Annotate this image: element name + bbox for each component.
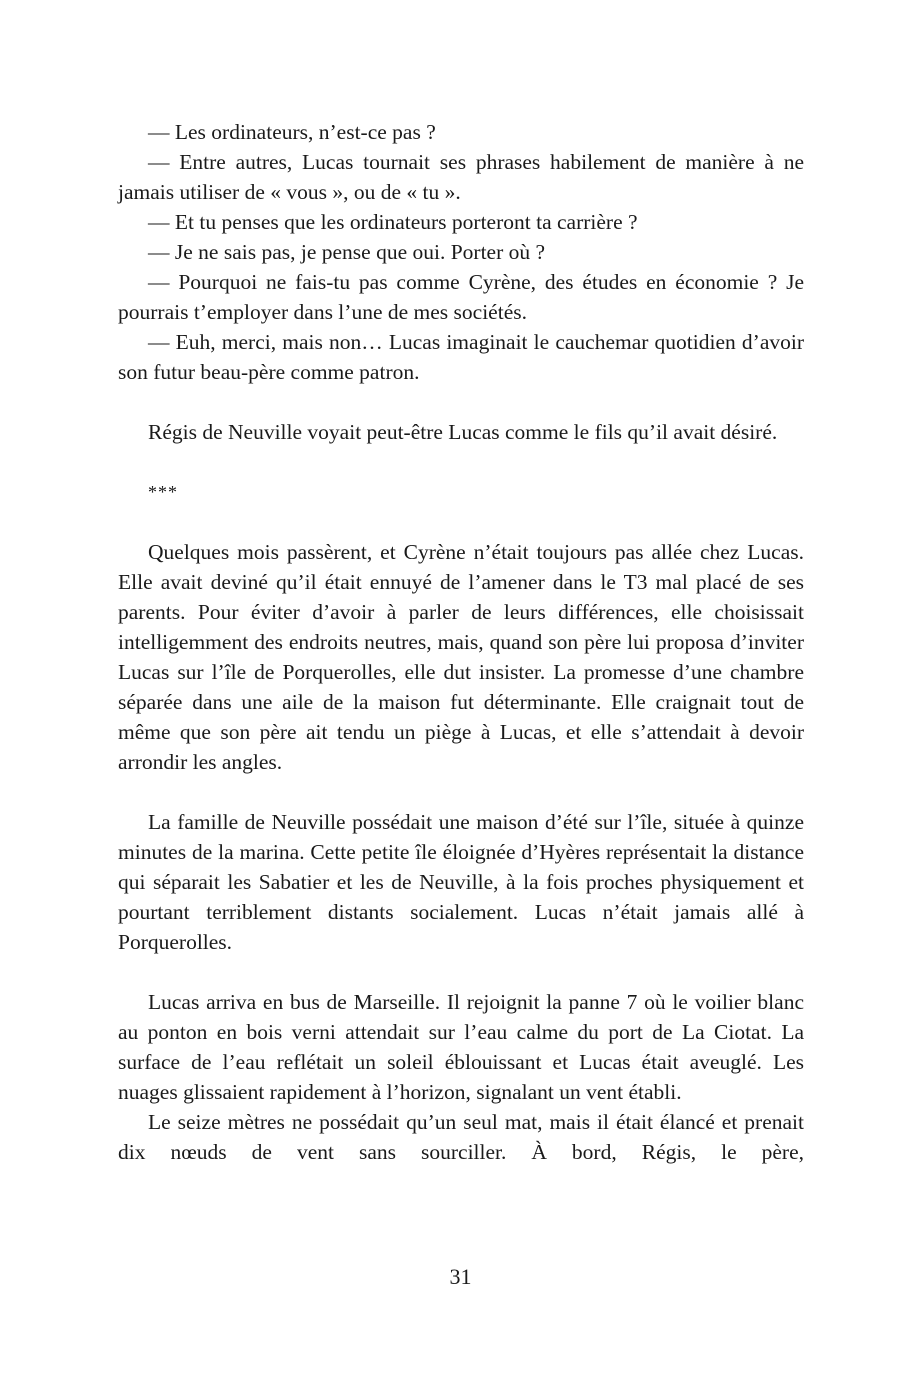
- dialogue-line-1: — Les ordinateurs, n’est-ce pas ?: [148, 120, 436, 144]
- paragraph-gap: [118, 507, 804, 537]
- paragraph-bus: Lucas arriva en bus de Marseille. Il rejoignit la panne 7 où le voilier blanc au ponton en bois verni attendait sur l’eau calme du port de La Ciotat. La surface de l’eau reflétait un soleil éblouissant et Lucas était aveuglé. Les nuages glissaient rapidement à l’horizon, signalant un vent établi.: [118, 990, 804, 1104]
- dialogue-line-6: — Euh, merci, mais non… Lucas imaginait le cauchemar quotidien d’avoir son futur beau-père comme patron.: [118, 330, 804, 384]
- paragraph-regis: Régis de Neuville voyait peut-être Lucas comme le fils qu’il avait désiré.: [148, 420, 778, 444]
- scene-separator: ***: [148, 482, 178, 502]
- paragraph-quelques-mois: Quelques mois passèrent, et Cyrène n’était toujours pas allée chez Lucas. Elle avait deviné qu’il était ennuyé de l’amener dans le T3 mal placé de ses parents. Pour éviter d’avoir à parler de leurs différences, elle choisissait intelligemment des endroits neutres, mais, quand son père lui proposa d’inviter Lucas sur l’île de Porquerolles, elle dut insister. La promesse d’une chambre séparée dans une aile de la maison fut déterminante. Elle craignait tout de même que son père ait tendu un piège à Lucas, et elle s’attendait à devoir arrondir les angles.: [118, 540, 804, 774]
- paragraph-gap: [118, 387, 804, 417]
- dialogue-line-2: — Entre autres, Lucas tournait ses phrases habilement de manière à ne jamais utiliser de « vous », ou de « tu ».: [118, 150, 804, 204]
- paragraph-gap: [118, 957, 804, 987]
- page-number: 31: [449, 1264, 472, 1289]
- paragraph-gap: [118, 447, 804, 477]
- dialogue-line-5: — Pourquoi ne fais-tu pas comme Cyrène, des études en économie ? Je pourrais t’employer dans l’une de mes sociétés.: [118, 270, 804, 324]
- dialogue-line-3: — Et tu penses que les ordinateurs porteront ta carrière ?: [148, 210, 638, 234]
- dialogue-line-4: — Je ne sais pas, je pense que oui. Porter où ?: [148, 240, 546, 264]
- paragraph-gap: [118, 777, 804, 807]
- paragraph-seize-metres: Le seize mètres ne possédait qu’un seul mat, mais il était élancé et prenait dix nœuds de vent sans sourciller. À bord, Régis, le père,: [118, 1110, 804, 1164]
- page-body: [118, 117, 804, 1167]
- paragraph-famille: La famille de Neuville possédait une maison d’été sur l’île, située à quinze minutes de la marina. Cette petite île éloignée d’Hyères représentait la distance qui séparait les Sabatier et les de Neuville, à la fois proches physiquement et pourtant terriblement distants socialement. Lucas n’était jamais allé à Porquerolles.: [118, 810, 804, 954]
